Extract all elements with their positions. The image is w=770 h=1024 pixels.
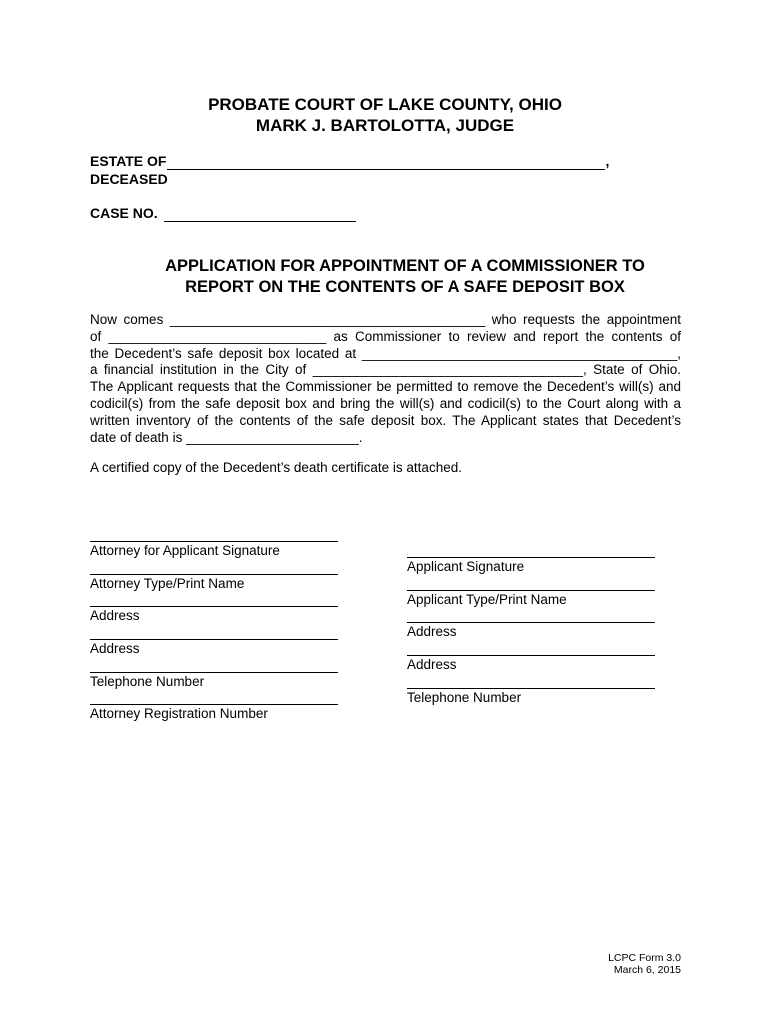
form-number: LCPC Form 3.0 <box>608 952 681 964</box>
signature-entry <box>407 543 655 576</box>
case-label: CASE NO. <box>90 205 158 221</box>
applicant-signature-field[interactable] <box>407 543 655 558</box>
field-label: Address <box>90 608 140 624</box>
signature-entry <box>407 608 655 641</box>
applicant-name-field[interactable] <box>407 576 655 591</box>
case-block <box>90 204 356 222</box>
signature-entry <box>90 625 338 658</box>
form-title-line-1: APPLICATION FOR APPOINTMENT OF A COMMISSIONER TO <box>165 257 645 275</box>
application-paragraph <box>90 312 681 446</box>
estate-name-field[interactable] <box>167 156 605 170</box>
paragraph-line: date of death is _______________________. <box>90 429 363 445</box>
death-certificate-note: A certified copy of the Decedent’s death certificate is attached. <box>90 460 462 475</box>
attorney-signature-column <box>90 527 338 723</box>
paragraph-line: a financial institution in the City of ____________________________________, State of Ohio. <box>90 362 681 378</box>
field-label: Attorney for Applicant Signature <box>90 543 280 558</box>
signature-entry <box>90 560 338 593</box>
signature-entry <box>407 641 655 674</box>
field-label: Attorney Type/Print Name <box>90 575 245 591</box>
signature-entry <box>90 658 338 691</box>
form-title-line-2: REPORT ON THE CONTENTS OF A SAFE DEPOSIT BOX <box>185 278 625 296</box>
attorney-address-field[interactable] <box>90 592 338 607</box>
field-label: Telephone Number <box>407 689 522 705</box>
signature-entry <box>90 592 338 625</box>
form-title <box>0 256 770 298</box>
court-header <box>0 94 770 136</box>
estate-block <box>90 152 609 188</box>
attorney-name-field[interactable] <box>90 560 338 575</box>
court-name: PROBATE COURT OF LAKE COUNTY, OHIO <box>208 95 562 114</box>
paragraph-line: The Applicant requests that the Commissioner be permitted to remove the Decedent’s will(s) and <box>90 379 681 395</box>
paragraph-line: written inventory of the contents of the safe deposit box. The Applicant states that Decedent’s <box>90 412 681 428</box>
signature-entry <box>90 690 338 723</box>
field-label: Applicant Signature <box>407 559 525 574</box>
estate-label: ESTATE OF <box>90 153 167 169</box>
paragraph-line: codicil(s) from the safe deposit box and bring the will(s) and codicil(s) to the Court along with a <box>90 395 681 411</box>
estate-comma: , <box>605 153 610 169</box>
signature-entry <box>407 576 655 609</box>
signature-entry <box>407 674 655 707</box>
paragraph-line: of _____________________________ as Commissioner to review and report the contents of <box>90 328 681 344</box>
paragraph-line: Now comes __________________________________________ who requests the appointment <box>90 312 681 327</box>
applicant-telephone-field[interactable] <box>407 674 655 689</box>
attorney-signature-field[interactable] <box>90 527 338 542</box>
attorney-registration-field[interactable] <box>90 690 338 705</box>
field-label: Address <box>407 624 457 640</box>
judge-name: MARK J. BARTOLOTTA, JUDGE <box>255 116 515 135</box>
applicant-address-2-field[interactable] <box>407 641 655 656</box>
field-label: Telephone Number <box>90 673 205 689</box>
attorney-address-2-field[interactable] <box>90 625 338 640</box>
case-number-field[interactable] <box>164 208 356 222</box>
attorney-telephone-field[interactable] <box>90 658 338 673</box>
applicant-signature-column <box>407 543 655 706</box>
field-label: Address <box>407 657 457 673</box>
form-footer <box>608 952 681 976</box>
signature-entry <box>90 527 338 560</box>
field-label: Applicant Type/Print Name <box>407 591 567 607</box>
field-label: Attorney Registration Number <box>90 706 268 722</box>
deceased-label: DECEASED <box>90 171 168 187</box>
paragraph-line: the Decedent’s safe deposit box located at __________________________________________, <box>90 345 681 361</box>
applicant-address-field[interactable] <box>407 608 655 623</box>
field-label: Address <box>90 641 140 657</box>
form-date: March 6, 2015 <box>613 964 681 976</box>
